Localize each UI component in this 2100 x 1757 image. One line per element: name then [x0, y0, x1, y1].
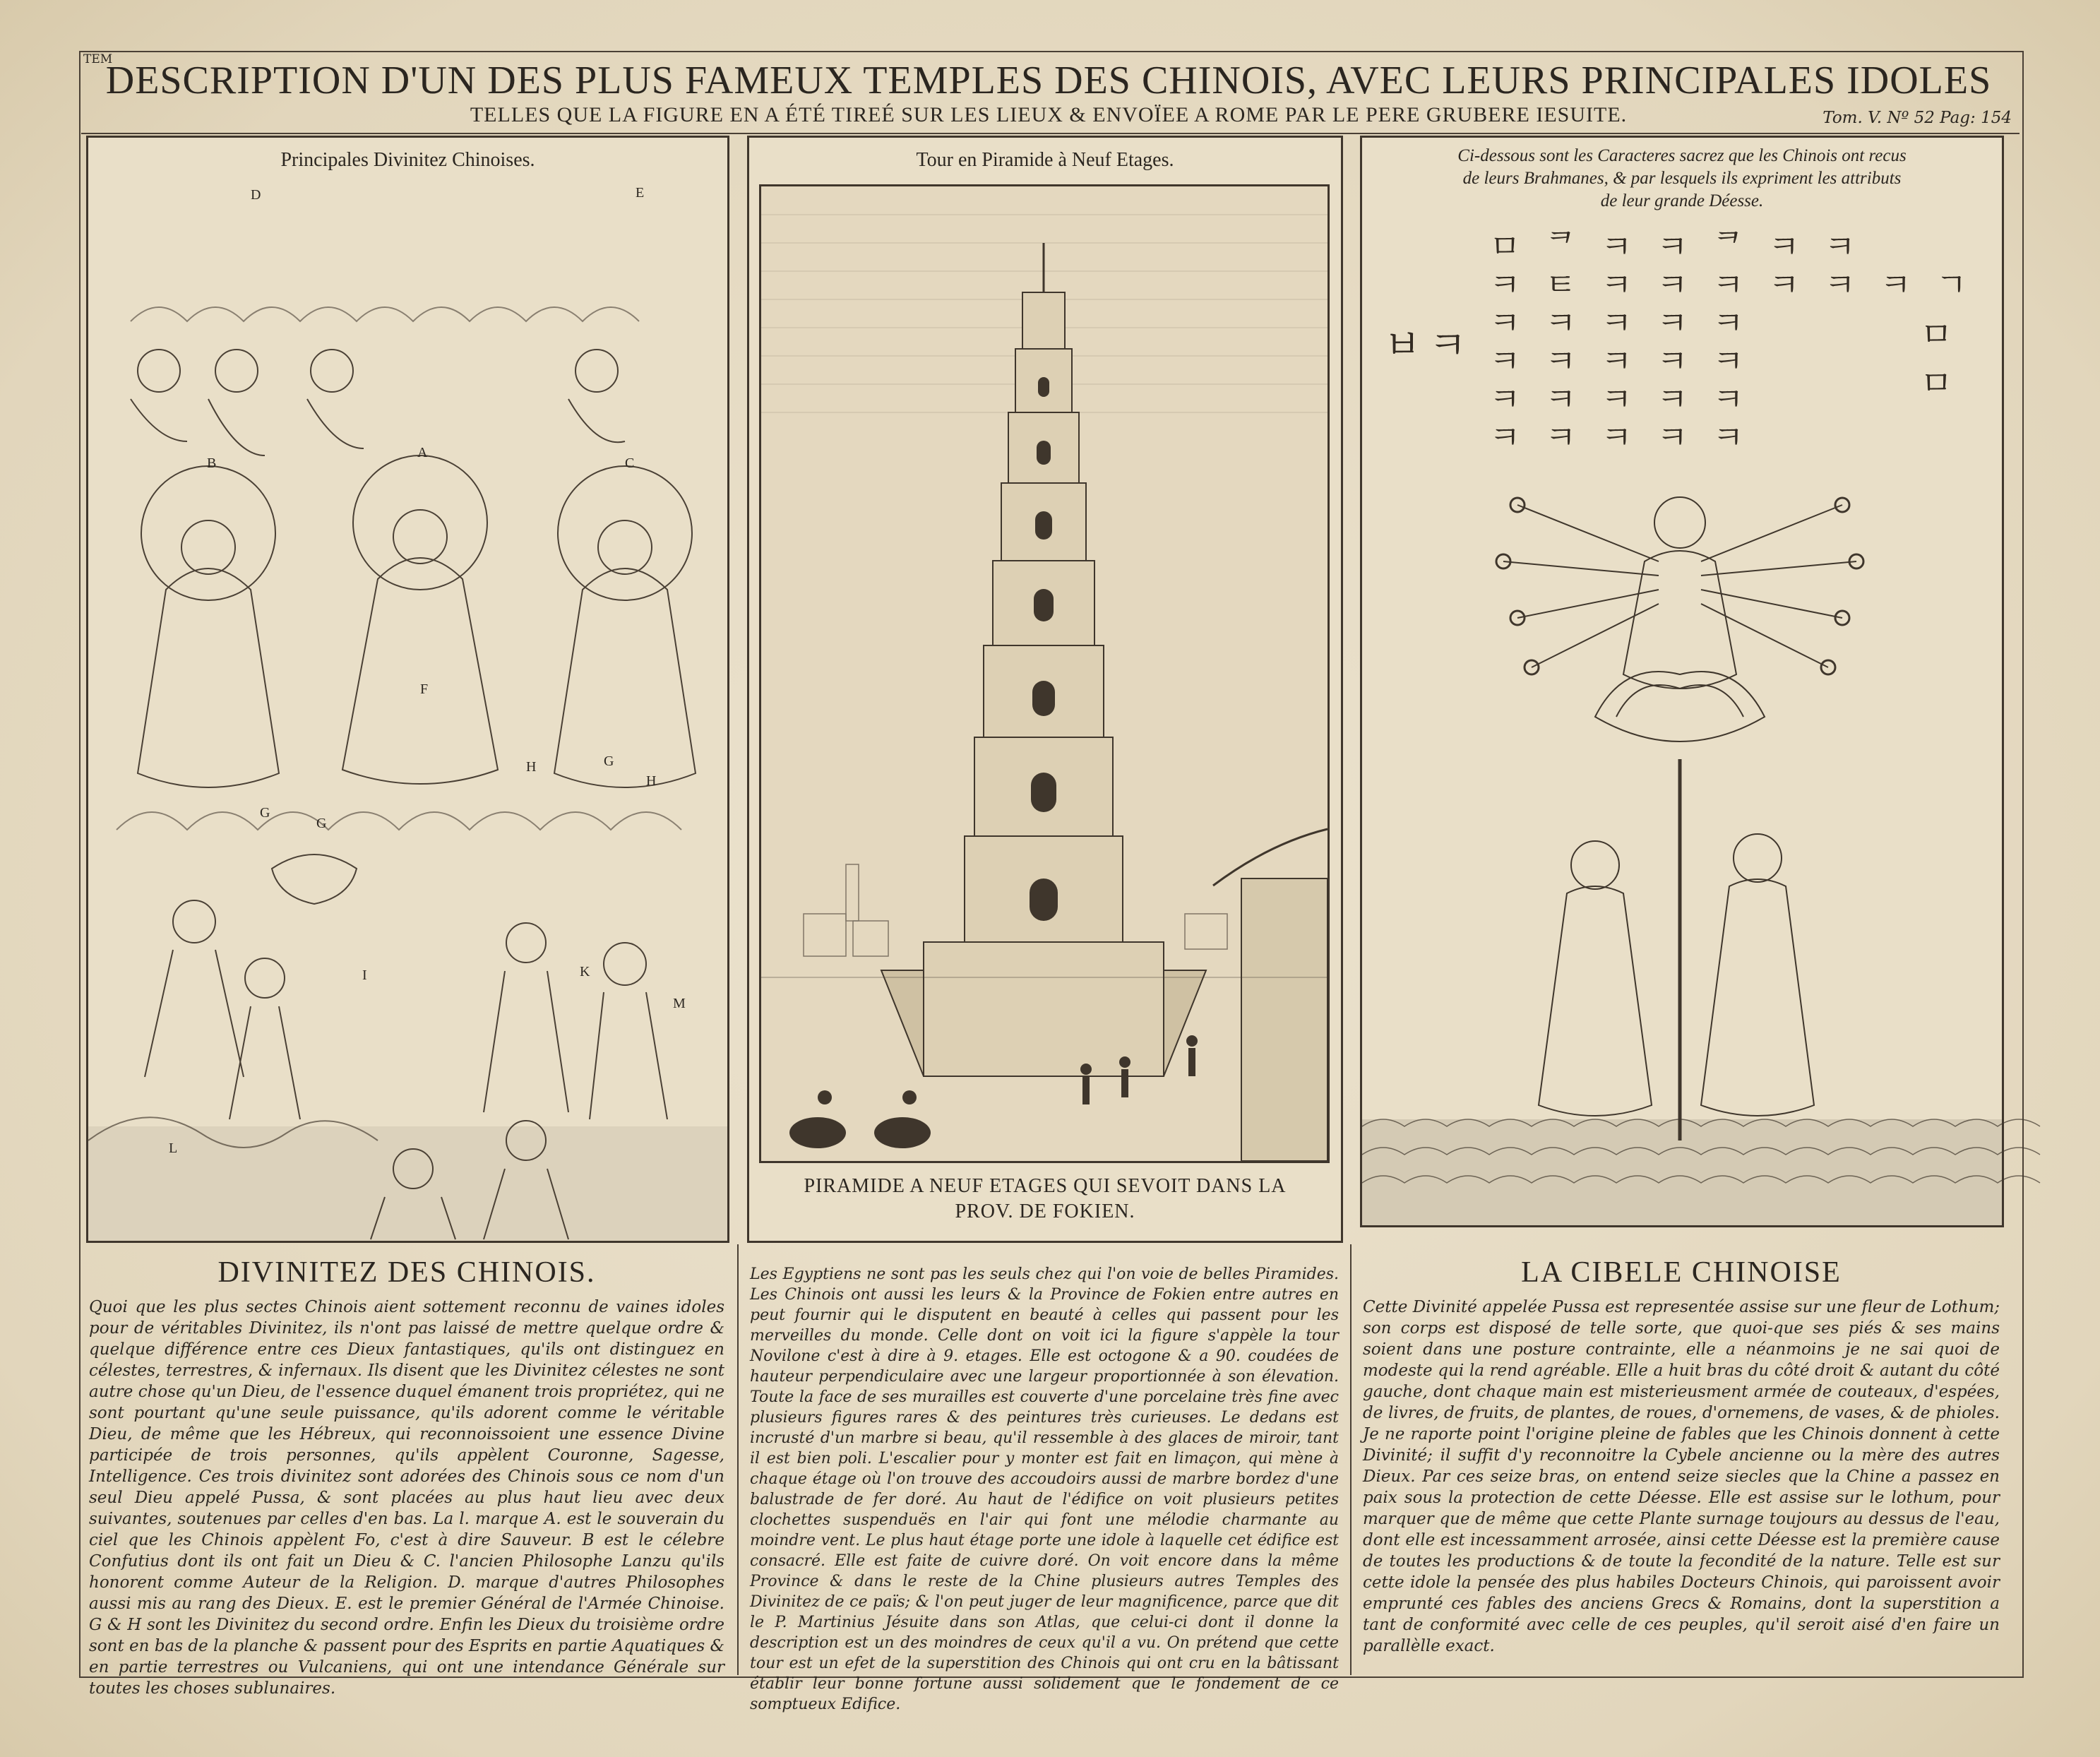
side-characters-left: ㅂㅋ	[1383, 323, 1474, 369]
figure-letter: K	[580, 964, 590, 979]
panel-heading-pagoda: Tour en Piramide à Neuf Etages.	[916, 149, 1174, 171]
column-body-cibele: Cette Divinité appelée Pussa est representée assise sur une fleur de Lothum; son corps est disposé de telle sorte, que quoi-que ses piés & ses mains soient dans une posture contrainte, elle a néanmoins je ne sai quoi de modeste qui la rend agréable. Elle a huit bras du côté droit & autant du côté gauche, dont chaque main est misterieusment armée de couteaux, d'espées, de livres, de fruits, de plantes, de roues, d'ornemens, de vases, & de phioles. Je ne raporte point l'origine pleine de fables que les Chinois donnent à cette Divinité; il suffit d'y reconnoitre la Cybele ancienne ou la mère des autres Dieux. Par ces seize bras, on entend seize siecles que la Chine a passez en paix sous la protection de cette Déesse. Elle est assise sur le lothum, pour marquer que de même que cette Plante surnage toujours au dessus de l'eau, dont elle est incessamment arrosée, ainsi cette Déesse est la première cause de toutes les productions & de toute la fecondité de la nature. Telle est sur cette idole la pensée des plus habiles Docteurs Chinois, qui paroissent avoir emprunté ces fables des anciens Grecs & Romains, dont la superstition a tant de conformité avec celle de ces peuples, qu'il seroit aisé d'en faire un parallèlle exact.	[1363, 1298, 2000, 1655]
panel-heading-characters-3: de leur grande Déesse.	[1600, 191, 1764, 210]
corner-note: TEM	[83, 52, 113, 66]
side-characters-right: ㅁ ㅁ	[1920, 315, 1960, 403]
sacred-characters-row: ㅋ ㅋ ㅋ ㅋ ㅋ	[1489, 380, 1751, 418]
figure-letter: G	[260, 805, 270, 821]
pagoda-caption-line1: PIRAMIDE A NEUF ETAGES QUI SEVOIT DANS LA	[804, 1175, 1287, 1197]
pagoda-caption-line2: PROV. DE FOKIEN.	[955, 1201, 1135, 1222]
column-cibele	[1363, 1256, 2000, 1672]
figure-letter: I	[362, 967, 367, 983]
panel-heading-divinities: Principales Divinitez Chinoises.	[280, 149, 535, 171]
column-title-divinities: DIVINITEZ DES CHINOIS.	[217, 1256, 596, 1289]
figure-letter: H	[526, 759, 537, 775]
panel-heading-characters-2: de leurs Brahmanes, & par lesquels ils expriment les attributs	[1462, 169, 1902, 188]
pagoda-engraving	[761, 186, 1328, 1161]
column-body-pyramid: Les Egyptiens ne sont pas les seuls chez qui l'on voie de belles Piramides. Les Chinois ont aussi les leurs & la Province de Fokien entre autres en peut fournir qui le disputent en beauté à celles qui passent pour les merveilles du monde. Celle dont on voit ici la figure s'appèle la tour Novilone c'est à dire à 9. etages. Elle est octogone & a 90. coudées de hauteur perpendiculaire avec une largeur proportionnée à son élevation. Toute la face de ses murailles est couverte d'une porcelaine très fine avec plusieurs figures rares & des peintures très curieuses. Le dedans est incrusté d'un marbre si beau, qu'il ressemble à des glaces de miroir, tant il est bien poli. L'escalier pour y monter est fait en limaçon, qui mène à chaque étage où l'on trouve des accoudoirs aussi de marbre bordez d'une balustrade de fer doré. Au haut de l'édifice on voit plusieurs petites clochettes suspenduës en l'air qui font une mélodie charmante au moindre vent. Le plus haut étage porte une idole à laquelle cet édifice est consacré. Elle est faite de cuivre doré. On voit encore dans la même Province & dans le reste de la Chine plusieurs autres Temples des Divinitez de ce païs; & l'on peut juger de leur magnificence, parce que dit le P. Martinius Jésuite dans son Atlas, que celui-ci dont il donne la description est un des moindres de ceux qu'il a vu. On prétend que cette tour est un efet de la superstition des Chinois qui ont cru en la bâtissant établir leur bonne fortune aussi solidement que le fondement de ce somptueux Edifice.	[750, 1265, 1339, 1713]
panel-cibele	[1360, 136, 2004, 1227]
divinities-engraving	[88, 138, 727, 1241]
figure-letter: D	[251, 187, 261, 203]
column-body-divinities: Quoi que les plus sectes Chinois aient sottement reconnu de vaines idoles pour de véritables Divinitez, ils n'ont pas laissé de mettre quelque ordre & quelque différence entre ces Dieux fantastiques, qu'ils ont distinguez en célestes, terrestres, & infernaux. Ils disent que les Divinitez célestes ne sont autre chose qu'un Dieu, de l'essence duquel émanent trois propriétez, qui ne sont pourtant qu'une seule puissance, qu'ils adorent comme le véritable Dieu, de même que les Hébreux, qui reconnoissoient une essence Divine participée de trois personnes, qu'ils appèlent Couronne, Sagesse, Intelligence. Ces trois divinitez sont adorées des Chinois sous ce nom d'un seul Dieu appelé Pussa, & sont placées au plus haut lieu avec deux suivantes, soutenues par celles d'en bas. La l. marque A. est le souverain du ciel que les Chinois appèlent Fo, c'est à dire Sauveur. B est le célebre Confutius dont ils ont fait un Dieu & C. l'ancien Philosophe Lanzu qu'ils honorent comme Auteur de la Religion. D. marque d'autres Philosophes aussi mis au rang des Dieux. E. est le premier Général de l'Armée Chinoise. G & H sont les Divinitez du second ordre. Enfin les Dieux du troisième ordre sont en bas de la planche & passent pour des Esprits en partie Aquatiques & en partie terrestres ou Vulcaniens, qui ont une intendance Générale sur toutes les choses sublunaires.	[89, 1298, 724, 1698]
sacred-characters-row: ㅋ ㅌ ㅋ ㅋ ㅋ ㅋ ㅋ ㅋ ㄱ	[1489, 266, 1974, 304]
sacred-characters-row: ㅋ ㅋ ㅋ ㅋ ㅋ	[1489, 418, 1751, 456]
figure-letter: H	[646, 773, 657, 789]
figure-letter: G	[316, 816, 327, 831]
panel-pagoda	[747, 136, 1343, 1243]
figure-letter: B	[207, 455, 217, 471]
figure-letter: A	[417, 445, 428, 460]
column-pyramid	[750, 1264, 1339, 1713]
sacred-characters-row: ㅋ ㅋ ㅋ ㅋ ㅋ	[1489, 342, 1751, 380]
column-divider	[1350, 1244, 1352, 1675]
column-divinities	[89, 1256, 724, 1698]
plate-subtitle: TELLES QUE LA FIGURE EN A ÉTÉ TIREÉ SUR LES LIEUX & ENVOÏEE A ROME PAR LE PERE GRUBERE IESUITE.	[470, 103, 1628, 126]
title-rule	[81, 133, 2020, 134]
cibele-engraving	[1362, 138, 2002, 1225]
figure-letter: L	[169, 1140, 178, 1156]
plate-title: DESCRIPTION D'UN DES PLUS FAMEUX TEMPLES DES CHINOIS, AVEC LEURS PRINCIPALES IDOLES	[105, 59, 1992, 102]
column-title-cibele: LA CIBELE CHINOISE	[1521, 1256, 1842, 1289]
figure-letter: F	[420, 681, 429, 697]
figure-letter: C	[625, 455, 635, 471]
figure-letter: G	[604, 754, 614, 769]
panel-divinities	[86, 136, 729, 1243]
figure-letter: E	[636, 185, 645, 201]
sacred-characters-row: ㅋ ㅋ ㅋ ㅋ ㅋ	[1489, 304, 1751, 342]
sacred-characters-row: ㅁ ᄏ ㅋ ㅋ ᄏ ㅋ ㅋ	[1489, 227, 1863, 266]
column-divider	[737, 1244, 739, 1675]
panel-heading-characters-1: Ci-dessous sont les Caracteres sacrez que les Chinois ont recus	[1457, 146, 1907, 165]
pagoda-illustration-frame	[759, 184, 1330, 1163]
figure-letter: M	[673, 996, 686, 1011]
volume-reference: Tom. V. Nº 52 Pag: 154	[1822, 109, 2012, 127]
